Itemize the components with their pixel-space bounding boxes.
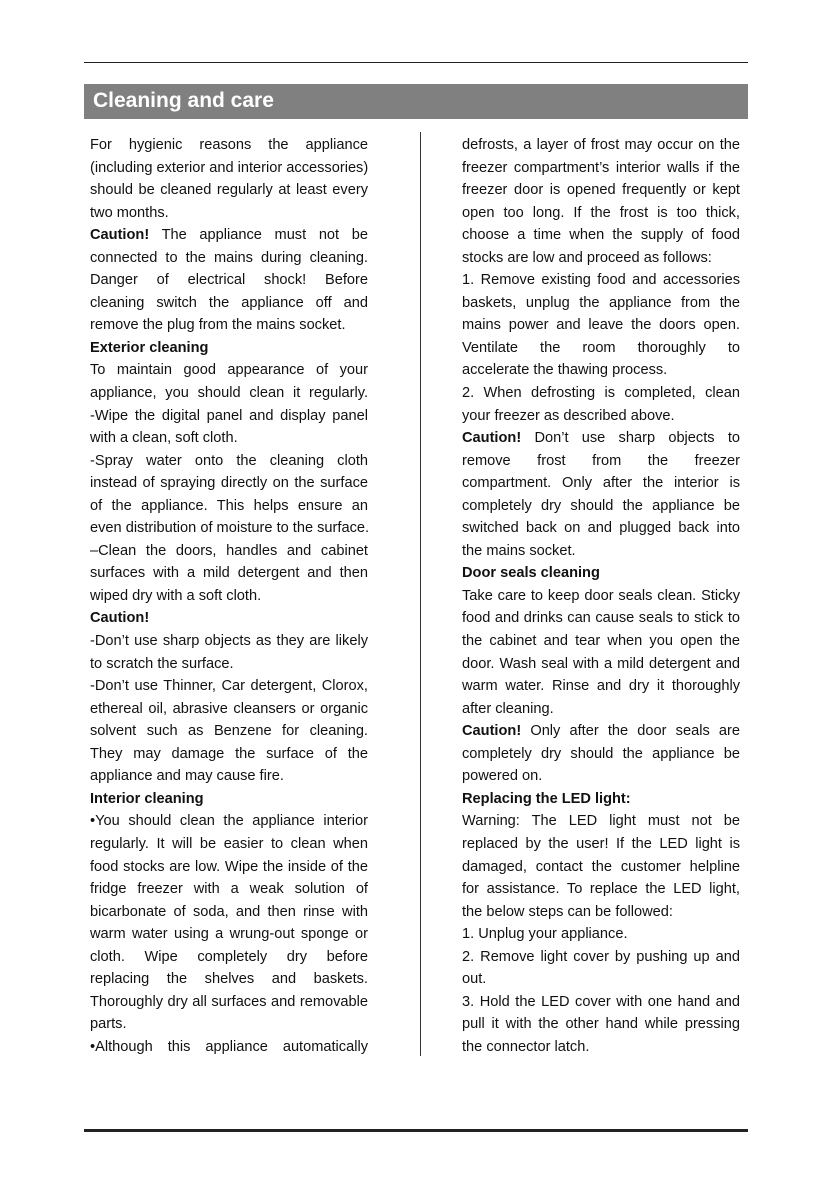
line-text: warm water. Rinse and dry it thoroughly bbox=[462, 678, 740, 695]
text-line bbox=[90, 359, 368, 382]
text-line bbox=[462, 968, 740, 991]
text-line bbox=[462, 653, 740, 676]
text-line bbox=[90, 720, 368, 743]
text-line bbox=[462, 788, 740, 811]
line-text: remove frost from the freezer bbox=[462, 452, 740, 469]
line-text: should be cleaned regularly at least every bbox=[90, 182, 368, 199]
text-line bbox=[90, 517, 368, 540]
line-text: 2. Remove light cover by pushing up and bbox=[462, 948, 740, 965]
text-line bbox=[90, 653, 368, 676]
line-text: with a clean, soft cloth. bbox=[90, 430, 238, 447]
text-line bbox=[90, 698, 368, 721]
line-text: 3. Hold the LED cover with one hand and bbox=[462, 993, 740, 1010]
line-text: freezer compartment’s interior walls if the bbox=[462, 159, 740, 176]
text-line bbox=[90, 202, 368, 225]
text-line bbox=[90, 382, 368, 405]
text-line bbox=[90, 675, 368, 698]
line-text: defrosts, a layer of frost may occur on the bbox=[462, 137, 740, 153]
line-text: -Don’t use Thinner, Car detergent, Clorox, bbox=[90, 678, 368, 695]
line-text: food stocks are low. Wipe the inside of the bbox=[90, 858, 368, 875]
line-text: switched back on and plugged back into bbox=[462, 520, 740, 537]
text-line bbox=[90, 1013, 368, 1036]
text-line bbox=[90, 224, 368, 247]
text-line bbox=[90, 314, 368, 337]
line-text: wiped dry with a soft cloth. bbox=[90, 587, 262, 604]
line-text: -Don’t use sharp objects as they are likely bbox=[90, 633, 368, 650]
text-line bbox=[462, 337, 740, 360]
text-line bbox=[462, 134, 740, 157]
line-text: baskets, unplug the appliance from the bbox=[462, 294, 740, 311]
line-text: mains power and leave the doors open. bbox=[462, 317, 740, 334]
text-line bbox=[90, 337, 368, 360]
line-text: cleaning switch the appliance off and bbox=[90, 294, 368, 311]
text-line bbox=[90, 630, 368, 653]
text-line bbox=[90, 923, 368, 946]
text-line bbox=[90, 427, 368, 450]
text-line bbox=[90, 405, 368, 428]
top-rule bbox=[84, 62, 748, 63]
text-line bbox=[462, 991, 740, 1014]
line-text: the below steps can be followed: bbox=[462, 903, 673, 920]
text-line bbox=[462, 1013, 740, 1036]
text-line bbox=[462, 675, 740, 698]
bold-label: Caution! bbox=[462, 723, 522, 740]
line-text: •Although this appliance automatically bbox=[90, 1038, 368, 1055]
text-line bbox=[90, 157, 368, 180]
text-line bbox=[462, 630, 740, 653]
text-line bbox=[462, 202, 740, 225]
text-line bbox=[90, 878, 368, 901]
line-text: (including exterior and interior accessories) bbox=[90, 159, 369, 176]
line-text: two months. bbox=[90, 204, 169, 221]
line-text: out. bbox=[462, 971, 487, 988]
bold-label: Interior cleaning bbox=[90, 790, 204, 807]
line-text: They may damage the surface of the bbox=[90, 745, 368, 762]
line-text: stocks are low and proceed as follows: bbox=[462, 249, 712, 266]
line-text: 2. When defrosting is completed, clean bbox=[462, 385, 740, 402]
text-line bbox=[90, 1036, 368, 1059]
text-line bbox=[462, 157, 740, 180]
line-text: choose a time when the supply of food bbox=[462, 227, 740, 244]
line-text: -Wipe the digital panel and display panel bbox=[90, 407, 368, 424]
section-header bbox=[84, 84, 748, 119]
line-text: Take care to keep door seals clean. Sticky bbox=[462, 587, 740, 604]
text-line bbox=[90, 946, 368, 969]
text-line bbox=[462, 540, 740, 563]
line-text: appliance, you should clean it regularly. bbox=[90, 385, 368, 402]
line-text: after cleaning. bbox=[462, 700, 554, 717]
text-line bbox=[90, 901, 368, 924]
line-text: open too long. If the frost is too thick, bbox=[462, 204, 740, 221]
line-text: completely dry should the appliance be bbox=[462, 745, 740, 762]
bottom-rule bbox=[84, 1129, 748, 1132]
right-column bbox=[462, 134, 740, 1058]
line-text: even distribution of moisture to the surface. bbox=[90, 520, 370, 537]
text-line bbox=[462, 269, 740, 292]
line-text: Danger of electrical shock! Before bbox=[90, 272, 368, 289]
line-text: Only after the door seals are bbox=[521, 723, 740, 740]
text-line bbox=[462, 878, 740, 901]
line-text: Thoroughly dry all surfaces and removable bbox=[90, 993, 368, 1010]
bold-label: Replacing the LED light: bbox=[462, 790, 631, 807]
line-text: the cabinet and tear when you open the bbox=[462, 633, 740, 650]
line-text: the connector latch. bbox=[462, 1038, 590, 1055]
line-text: compartment. Only after the interior is bbox=[462, 475, 740, 492]
text-line bbox=[462, 743, 740, 766]
text-line bbox=[462, 405, 740, 428]
line-text: the mains socket. bbox=[462, 542, 576, 559]
section-title: Cleaning and care bbox=[93, 89, 274, 112]
bold-label: Door seals cleaning bbox=[462, 565, 600, 582]
line-text: Don’t use sharp objects to bbox=[521, 430, 740, 447]
line-text: regularly. It will be easier to clean when bbox=[90, 835, 368, 852]
line-text: warm water using a wrung-out sponge or bbox=[90, 926, 368, 943]
text-line bbox=[462, 833, 740, 856]
text-line bbox=[462, 314, 740, 337]
text-line bbox=[462, 901, 740, 924]
line-text: fridge freezer with a weak solution of bbox=[90, 881, 368, 898]
line-text: damaged, contact the customer helpline bbox=[462, 858, 740, 875]
text-line bbox=[90, 856, 368, 879]
line-text: To maintain good appearance of your bbox=[90, 362, 368, 379]
text-line bbox=[90, 472, 368, 495]
text-line bbox=[462, 382, 740, 405]
left-column bbox=[90, 134, 368, 1058]
line-text: solvent such as Benzene for cleaning. bbox=[90, 723, 368, 740]
text-line bbox=[462, 427, 740, 450]
line-text: remove the plug from the mains socket. bbox=[90, 317, 346, 334]
bold-label: Exterior cleaning bbox=[90, 339, 209, 356]
text-line bbox=[90, 991, 368, 1014]
line-text: to scratch the surface. bbox=[90, 655, 234, 672]
line-text: appliance and may cause fire. bbox=[90, 768, 284, 785]
text-line bbox=[90, 788, 368, 811]
line-text: Warning: The LED light must not be bbox=[462, 813, 740, 830]
text-line bbox=[90, 765, 368, 788]
text-line bbox=[462, 472, 740, 495]
text-line bbox=[462, 224, 740, 247]
text-line bbox=[90, 269, 368, 292]
text-line bbox=[462, 856, 740, 879]
text-line bbox=[90, 134, 368, 157]
line-text: food and drinks can cause seals to stick to bbox=[462, 610, 740, 627]
text-line bbox=[462, 292, 740, 315]
text-line bbox=[90, 833, 368, 856]
line-text: •You should clean the appliance interior bbox=[90, 813, 368, 830]
text-line bbox=[90, 495, 368, 518]
line-text: 1. Unplug your appliance. bbox=[462, 926, 628, 943]
text-line bbox=[462, 450, 740, 473]
line-text: 1. Remove existing food and accessories bbox=[462, 272, 740, 289]
text-line bbox=[90, 540, 368, 563]
line-text: for assistance. To replace the LED light, bbox=[462, 881, 740, 898]
text-line bbox=[462, 720, 740, 743]
text-line bbox=[90, 292, 368, 315]
line-text: instead of spraying directly on the surface bbox=[90, 475, 368, 492]
text-line bbox=[462, 810, 740, 833]
text-line bbox=[90, 562, 368, 585]
line-text: –Clean the doors, handles and cabinet bbox=[90, 542, 368, 559]
line-text: bicarbonate of soda, and then rinse with bbox=[90, 903, 368, 920]
line-text: surfaces with a mild detergent and then bbox=[90, 565, 368, 582]
line-text: ethereal oil, abrasive cleansers or organic bbox=[90, 700, 368, 717]
line-text: accelerate the thawing process. bbox=[462, 362, 668, 379]
line-text: your freezer as described above. bbox=[462, 407, 675, 424]
bold-label: Caution! bbox=[462, 430, 522, 447]
text-line bbox=[462, 946, 740, 969]
text-line bbox=[90, 450, 368, 473]
line-text: cloth. Wipe completely dry before bbox=[90, 948, 368, 965]
line-text: freezer door is opened frequently or kept bbox=[462, 182, 740, 199]
text-line bbox=[90, 179, 368, 202]
line-text: of the appliance. This helps ensure an bbox=[90, 497, 368, 514]
line-text: connected to the mains during cleaning. bbox=[90, 249, 368, 266]
line-text: completely dry should the appliance be bbox=[462, 497, 740, 514]
text-line bbox=[462, 923, 740, 946]
line-text: replacing the shelves and baskets. bbox=[90, 971, 368, 988]
text-line bbox=[462, 495, 740, 518]
text-line bbox=[462, 562, 740, 585]
line-text: parts. bbox=[90, 1016, 127, 1033]
text-line bbox=[462, 607, 740, 630]
text-line bbox=[462, 1036, 740, 1059]
line-text: For hygienic reasons the appliance bbox=[90, 137, 368, 153]
text-line bbox=[90, 247, 368, 270]
bold-label: Caution! bbox=[90, 610, 150, 627]
text-line bbox=[90, 810, 368, 833]
text-line bbox=[90, 607, 368, 630]
bold-label: Caution! bbox=[90, 227, 150, 244]
text-line bbox=[462, 247, 740, 270]
line-text: door. Wash seal with a mild detergent and bbox=[462, 655, 740, 672]
line-text: -Spray water onto the cleaning cloth bbox=[90, 452, 368, 469]
column-divider bbox=[420, 132, 421, 1056]
text-line bbox=[90, 968, 368, 991]
text-line bbox=[462, 179, 740, 202]
line-text: The appliance must not be bbox=[149, 227, 368, 244]
text-line bbox=[462, 698, 740, 721]
text-line bbox=[90, 743, 368, 766]
line-text: pull it with the other hand while pressing bbox=[462, 1016, 740, 1033]
line-text: replaced by the user! If the LED light is bbox=[462, 835, 740, 852]
text-line bbox=[462, 359, 740, 382]
text-line bbox=[462, 517, 740, 540]
line-text: powered on. bbox=[462, 768, 543, 785]
line-text: Ventilate the room thoroughly to bbox=[462, 339, 740, 356]
text-line bbox=[90, 585, 368, 608]
text-line bbox=[462, 765, 740, 788]
text-line bbox=[462, 585, 740, 608]
